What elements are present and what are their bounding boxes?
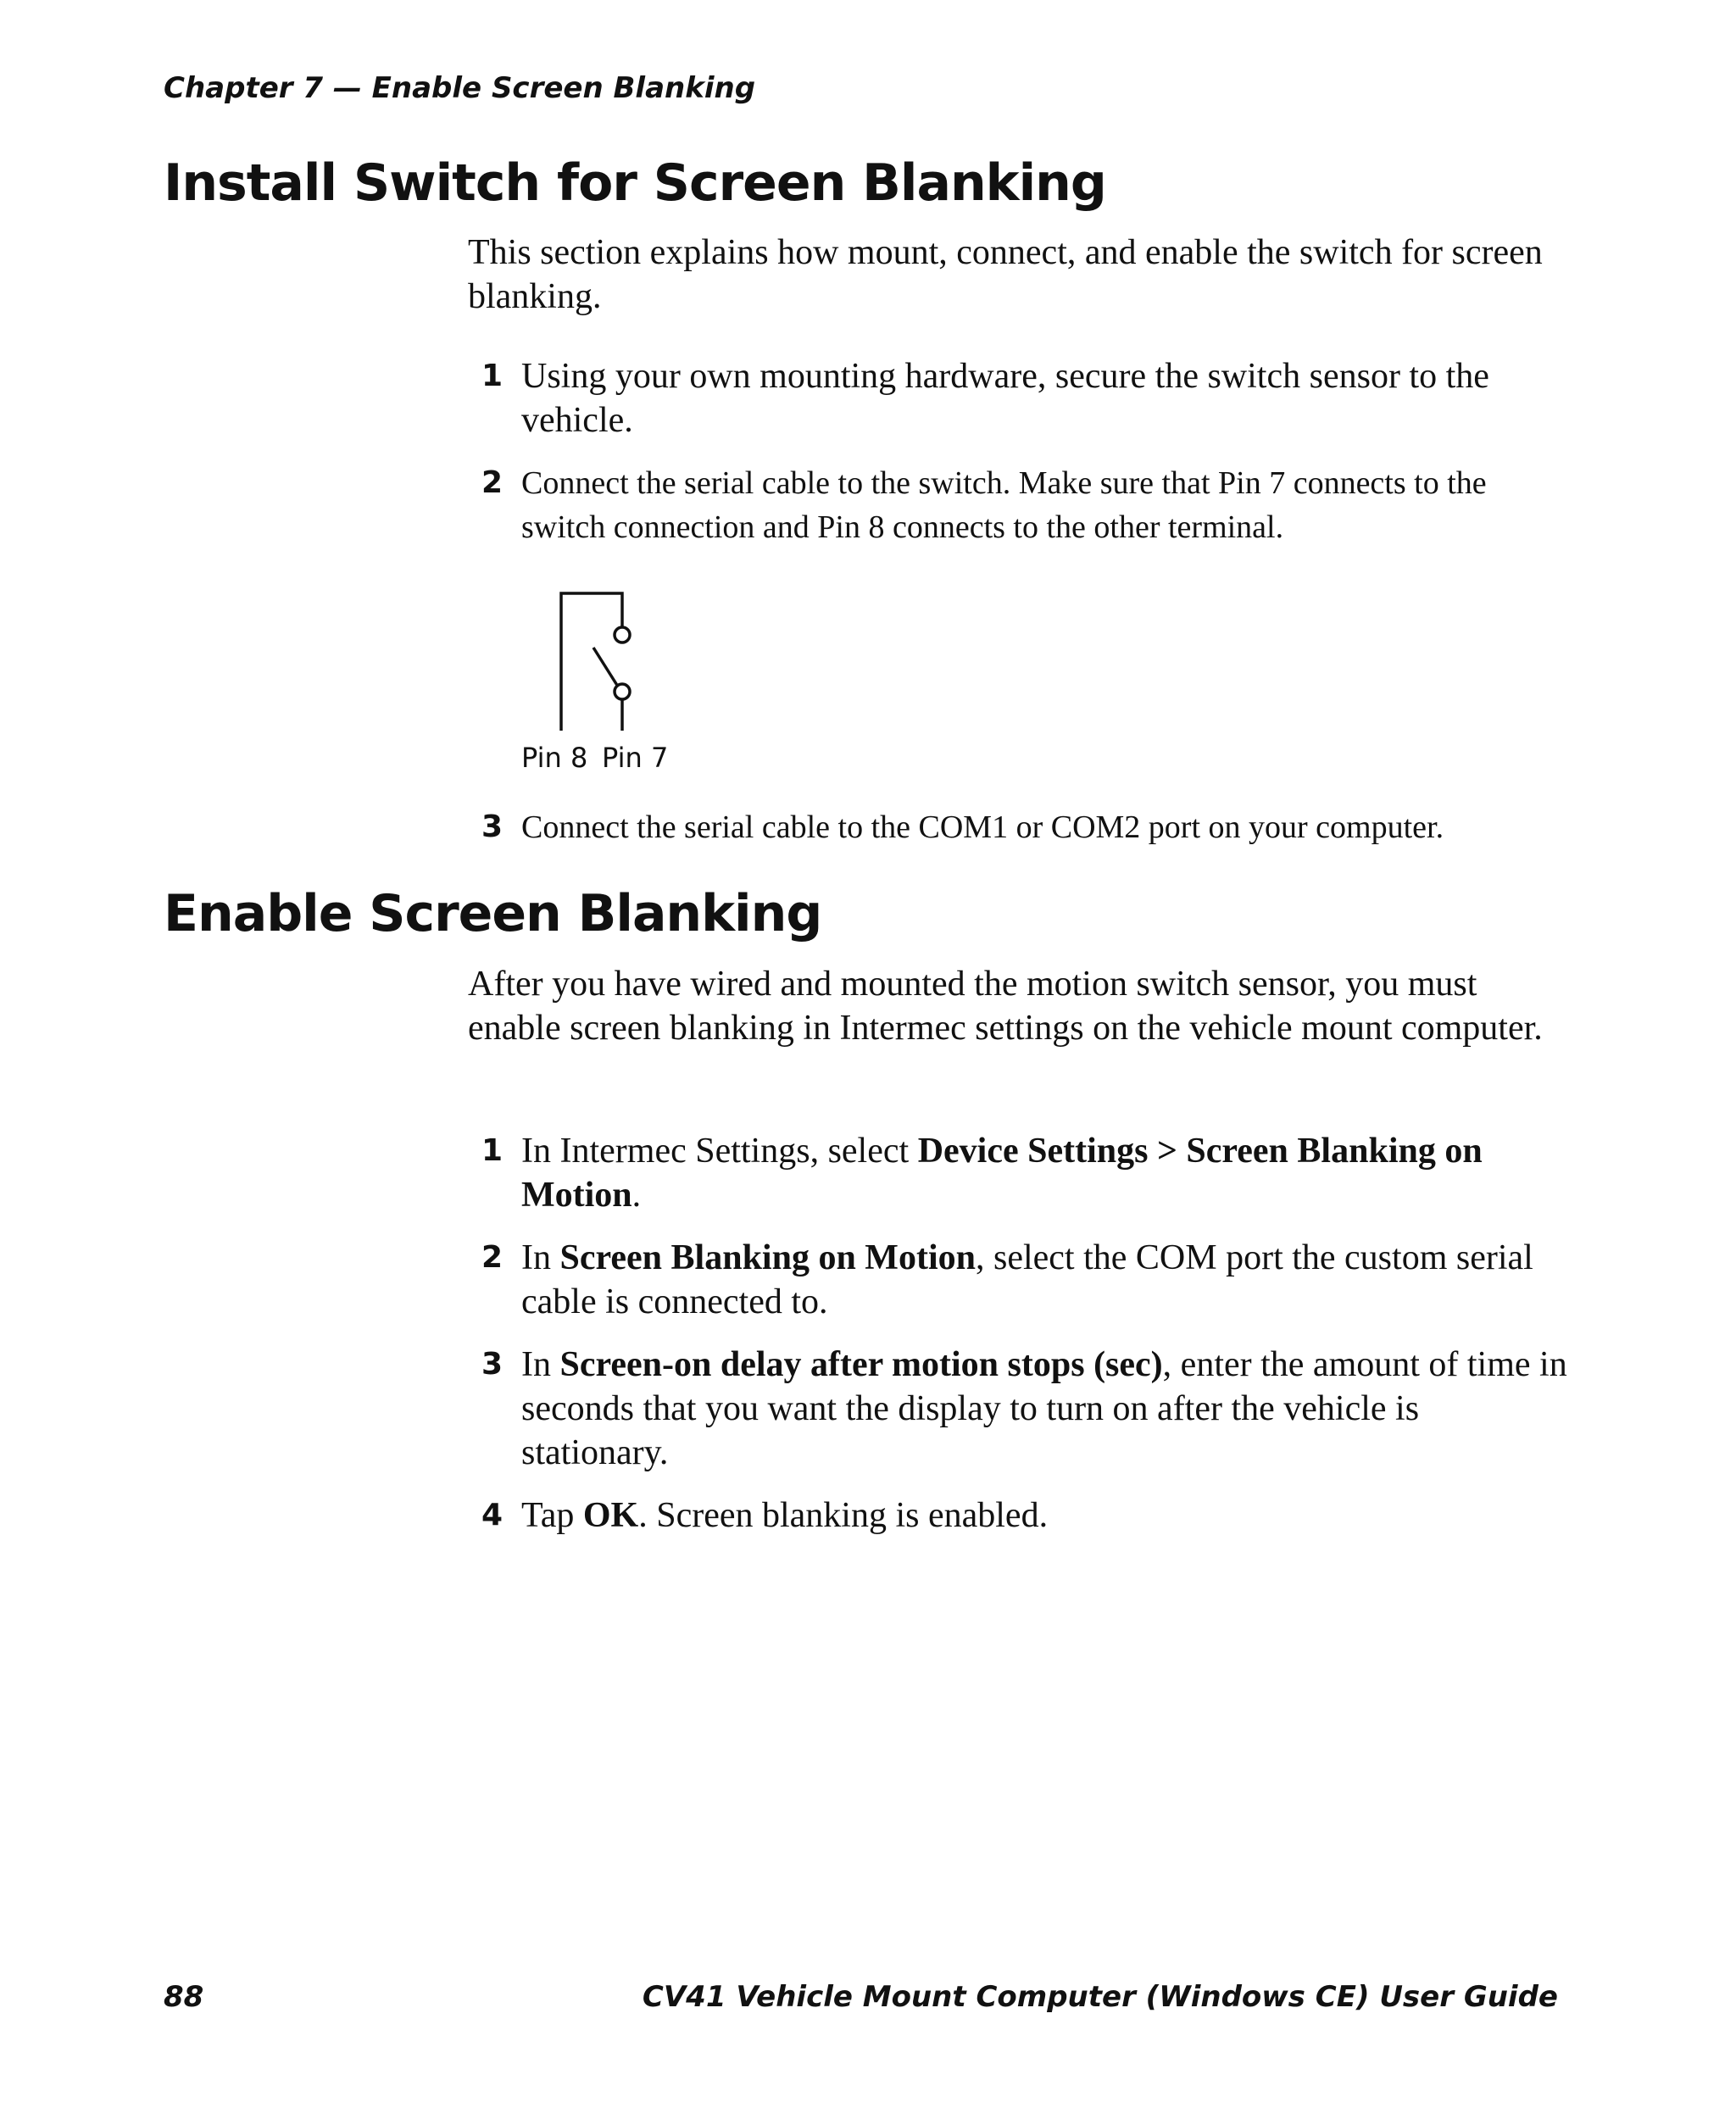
section-title-install-switch: Install Switch for Screen Blanking: [164, 153, 1106, 213]
section-title-enable-screen-blanking: Enable Screen Blanking: [164, 884, 822, 943]
ui-setting-name: Screen-on delay after motion stops (sec): [559, 1345, 1163, 1384]
section2-step-1: [468, 1129, 1570, 1217]
step-text: Connect the serial cable to the switch. Make sure that Pin 7 connects to the switch connection and Pin 8 connects to the other terminal.: [521, 465, 1487, 545]
running-head: Chapter 7 — Enable Screen Blanking: [164, 71, 756, 105]
guide-title: CV41 Vehicle Mount Computer (Windows CE) User Guide: [642, 1980, 1558, 2014]
step-number: 2: [481, 1240, 504, 1275]
step-text: Connect the serial cable to the COM1 or COM2 port on your computer.: [521, 809, 1444, 845]
step-number: 1: [481, 359, 504, 393]
pin8-label: Pin 8: [521, 742, 588, 774]
page-number: 88: [164, 1980, 204, 2014]
step-text: In Intermec Settings, select Device Settings > Screen Blanking on Motion.: [521, 1132, 1483, 1215]
switch-lever: [593, 648, 618, 687]
section1-step-3: [468, 805, 1570, 849]
pin7-label: Pin 7: [602, 742, 669, 774]
step-text: In Screen-on delay after motion stops (sec), enter the amount of time in seconds that you want the display to turn on after the vehicle is stationary.: [521, 1345, 1567, 1472]
step-number: 2: [481, 465, 504, 500]
switch-top-terminal: [615, 627, 630, 642]
section1-step-2: [468, 461, 1570, 549]
section1-step-1: [468, 354, 1570, 442]
pin8-wire: [561, 593, 622, 731]
ui-setting-name: Screen Blanking on Motion: [559, 1238, 976, 1277]
step-text: Tap OK. Screen blanking is enabled.: [521, 1496, 1049, 1535]
step-text: Using your own mounting hardware, secure the switch sensor to the vehicle.: [521, 357, 1489, 440]
step-number: 1: [481, 1133, 504, 1168]
section1-intro: This section explains how mount, connect, and enable the switch for screen blanking.: [468, 233, 1543, 316]
section2-step-2: [468, 1236, 1570, 1324]
switch-bottom-terminal: [615, 684, 630, 699]
ui-path: Device Settings > Screen Blanking on Motion: [521, 1132, 1483, 1215]
step-number: 4: [481, 1498, 504, 1532]
section2-step-3: [468, 1343, 1570, 1475]
step-text: In Screen Blanking on Motion, select the COM port the custom serial cable is connected to.: [521, 1238, 1533, 1321]
step-number: 3: [481, 1347, 504, 1382]
section2-intro: After you have wired and mounted the motion switch sensor, you must enable screen blanking in Intermec settings on the vehicle mount computer.: [468, 965, 1543, 1048]
section2-step-4: [468, 1493, 1570, 1538]
ui-button-name: OK: [582, 1496, 639, 1535]
step-number: 3: [481, 809, 504, 844]
